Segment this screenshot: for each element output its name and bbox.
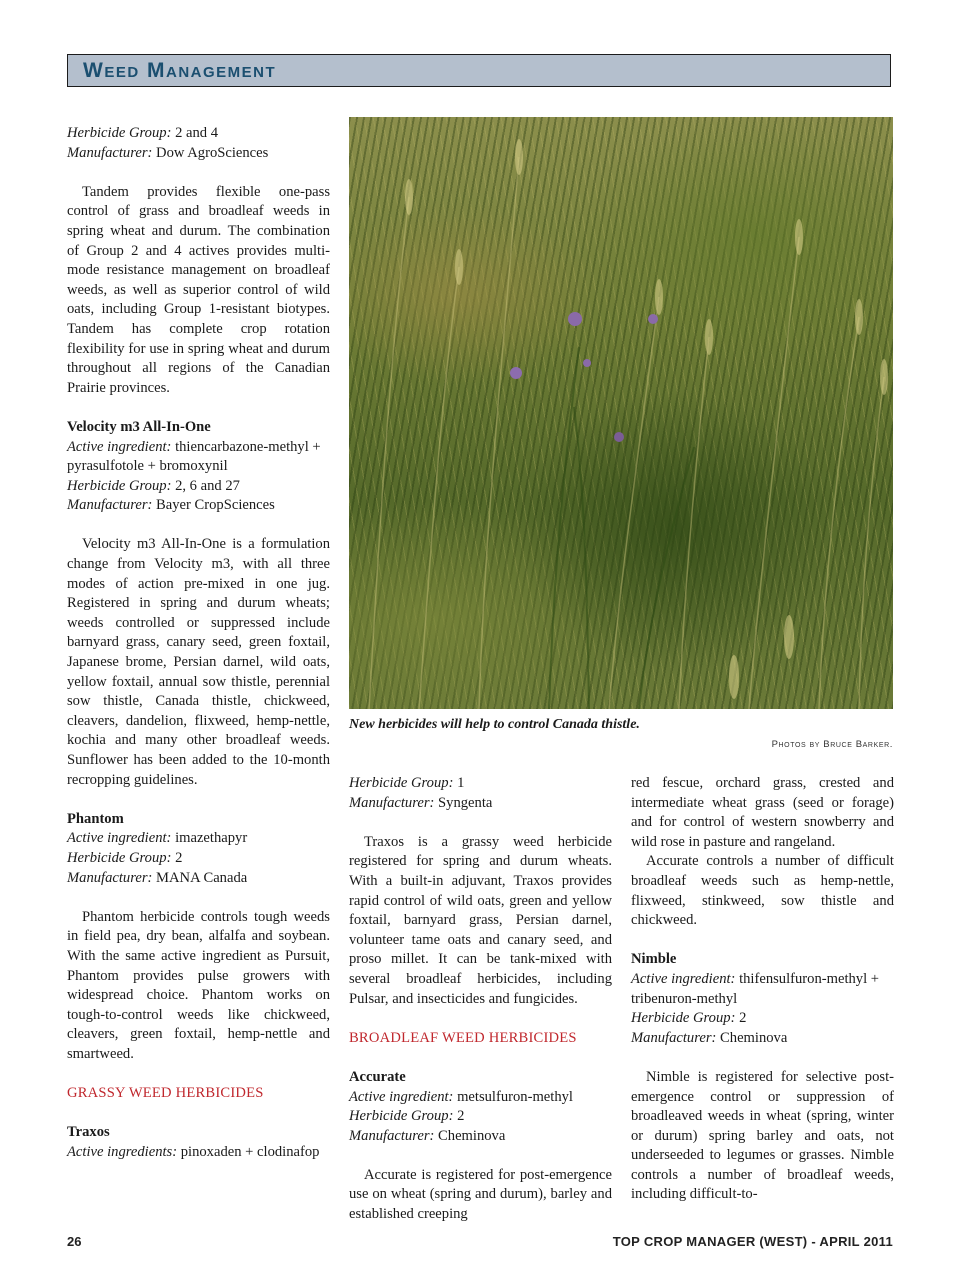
velocity-title: Velocity m3 All-In-One	[67, 418, 211, 435]
publication-footer: TOP CROP MANAGER (WEST) - APRIL 2011	[612, 1234, 893, 1249]
accurate-manufacturer: Manufacturer: Cheminova	[349, 1127, 506, 1144]
photo-illustration	[349, 117, 893, 709]
accurate-body-second: Accurate controls a number of difficult broadleaf weeds such as hemp-nettle, flixweed, stinkweed, sow thistle and chickweed.	[631, 853, 894, 929]
tandem-group: Herbicide Group: 2 and 4	[67, 125, 219, 141]
tandem-body: Tandem provides flexible one-pass control of grass and broadleaf weeds in spring wheat and durum. The combination of Group 2 and 4 actives provides multi-mode resistance management on broadleaf weeds, as well as superior control of wild oats, including Group 1-resistant biotypes. Tandem has complete crop rotation flexibility for use in spring wheat and durum throughout all regions of the Canadian Prairie provinces.	[67, 183, 330, 396]
phantom-active-ingredient: Active ingredient: imazethapyr	[67, 830, 248, 847]
tandem-manufacturer: Manufacturer: Dow AgroSciences	[67, 144, 269, 161]
photo-credit: Photos by Bruce Barker.	[771, 739, 893, 750]
thistle-flowers	[510, 312, 658, 442]
traxos-body: Traxos is a grassy weed herbicide registered for spring and durum wheats. With a built-in adjuvant, Traxos provides rapid control of wild oats, green and yellow foxtail, barnyard grass, Persian darnel, volunteer tame oats and canary seed, and proso millet. It can be tank-mixed with several broadleaf herbicides, including Pulsar, and insecticides and fungicides.	[349, 833, 612, 1007]
nimble-title: Nimble	[631, 951, 677, 968]
velocity-active-ingredient: Active ingredient: thiencarbazone-methyl + pyrasulfotole + bromoxynil	[67, 438, 321, 475]
velocity-manufacturer: Manufacturer: Bayer CropSciences	[67, 497, 275, 514]
traxos-manufacturer: Manufacturer: Syngenta	[349, 794, 493, 811]
column-left	[67, 124, 330, 1162]
photo-caption: New herbicides will help to control Canada thistle.	[349, 717, 640, 732]
broadleaf-weed-heading: BROADLEAF WEED HERBICIDES	[349, 1029, 577, 1046]
velocity-body: Velocity m3 All-In-One is a formulation change from Velocity m3, with all three modes of action pre-mixed in one jug. Registered in spring and durum wheats; weeds controlled or suppressed include barnyard grass, canary seed, green foxtail, Japanese brome, Persian darnel, wild oats, yellow foxtail, annual sow thistle, perennial sow thistle, Canada thistle, chickweed, cleavers, dandelion, flixweed, hemp-nettle, kochia and many other broadleaf weeds. Sunflower has been added to the 10-month recropping guidelines.	[67, 536, 330, 788]
accurate-body-continued: red fescue, orchard grass, crested and intermediate wheat grass (seed or forage) and for control of western snowberry and wild rose in pasture and rangeland.	[631, 775, 894, 850]
phantom-body: Phantom herbicide controls tough weeds in field pea, dry bean, alfalfa and soybean. With the same active ingredient as Pursuit, Phantom provides pulse growers with widespread choice. Phantom works on tough-to-control weeds like chickweed, cleavers, green foxtail, hemp-nettle and smartweed.	[67, 908, 330, 1062]
column-right	[631, 774, 894, 1205]
nimble-manufacturer: Manufacturer: Cheminova	[631, 1029, 788, 1046]
accurate-body: Accurate is registered for post-emergence use on wheat (spring and durum), barley and established creeping	[349, 1166, 612, 1223]
traxos-active-ingredients: Active ingredients: pinoxaden + clodinafop	[67, 1143, 320, 1160]
traxos-title: Traxos	[67, 1124, 110, 1141]
phantom-group: Herbicide Group: 2	[67, 849, 183, 866]
grassy-weed-heading: GRASSY WEED HERBICIDES	[67, 1085, 264, 1102]
canada-thistle-photo	[349, 117, 893, 709]
page-number: 26	[67, 1234, 82, 1249]
accurate-title: Accurate	[349, 1068, 406, 1085]
section-title: Weed Management	[83, 59, 277, 82]
phantom-title: Phantom	[67, 810, 124, 827]
column-middle	[349, 774, 612, 1225]
velocity-group: Herbicide Group: 2, 6 and 27	[67, 477, 240, 494]
section-header-bar	[67, 54, 891, 87]
accurate-group: Herbicide Group: 2	[349, 1108, 465, 1125]
nimble-group: Herbicide Group: 2	[631, 1010, 747, 1027]
phantom-manufacturer: Manufacturer: MANA Canada	[67, 869, 248, 886]
accurate-active-ingredient: Active ingredient: metsulfuron-methyl	[349, 1088, 573, 1105]
nimble-body: Nimble is registered for selective post-emergence control or suppression of broadleaved weeds in wheat (spring, winter or durum) spring barley and oats, not underseeded to legumes or grasses. Nimble controls a number of broadleaf weeds, including difficult-to-	[631, 1068, 894, 1203]
nimble-active-ingredient: Active ingredient: thifensulfuron-methyl + tribenuron-methyl	[631, 970, 880, 1007]
traxos-group: Herbicide Group: 1	[349, 775, 465, 791]
